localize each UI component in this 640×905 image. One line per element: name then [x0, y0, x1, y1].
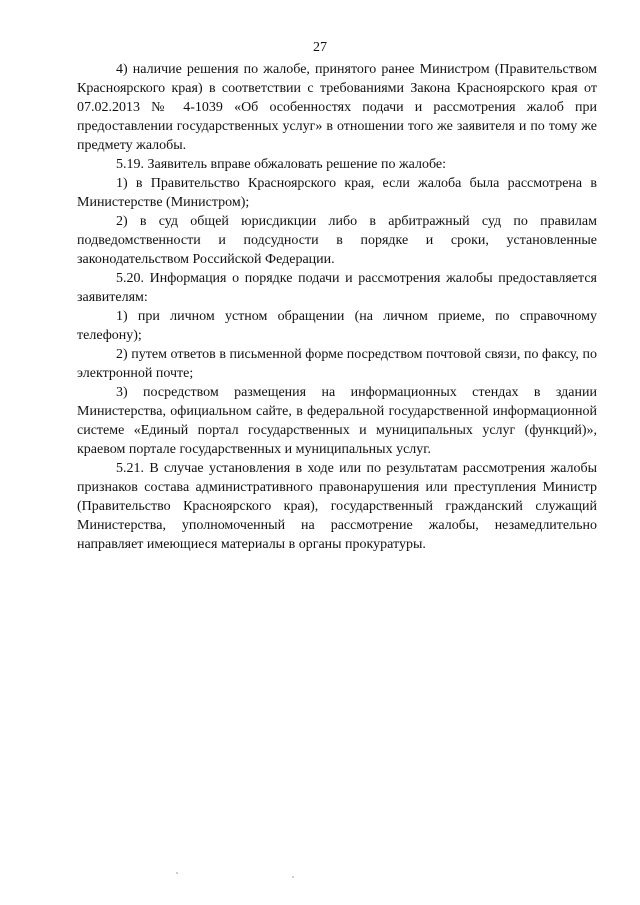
paragraph-5-21: 5.21. В случае установления в ходе или по результатам рассмотрения жалобы признаков состава административного правонарушения или преступления Министр (Правительство Красноярского края), государственный гражданский служащий Министерства, уполномоченный на рассмотрение жалобы, незамедлительно направляет имеющиеся материалы в органы прокуратуры.: [77, 461, 597, 552]
paragraph-5-19-item-2: 2) в суд общей юрисдикции либо в арбитражный суд по правилам подведомственности и подсудности в порядке и сроки, установленные законодательством Российской Федерации.: [77, 214, 597, 267]
scan-speck: [176, 872, 178, 874]
paragraph-5-19-item-1: 1) в Правительство Красноярского края, если жалоба была рассмотрена в Министерстве (Министром);: [77, 176, 597, 210]
paragraph-item-4-refusal: 4) наличие решения по жалобе, принятого ранее Министром (Правительством Красноярского края) в соответствии с требованиями Закона Красноярского края от 07.02.2013 № 4-1039 «Об особенностях подачи и рассмотрения жалоб при предоставлении государственных услуг» в отношении того же заявителя и по тому же предмету жалобы.: [77, 62, 597, 153]
paragraph-5-20-item-1: 1) при личном устном обращении (на личном приеме, по справочному телефону);: [77, 309, 597, 343]
paragraph-5-20: 5.20. Информация о порядке подачи и рассмотрения жалобы предоставляется заявителям:: [77, 271, 597, 305]
paragraph-5-20-item-2: 2) путем ответов в письменной форме посредством почтовой связи, по факсу, по электронной почте;: [77, 347, 597, 381]
paragraph-5-20-item-3: 3) посредством размещения на информационных стендах в здании Министерства, официальном сайте, в федеральной государственной информационной системе «Единый портал государственных и муниципальных услуг (функций)», краевом портале государственных и муниципальных услуг.: [77, 385, 597, 457]
scan-speck: [292, 876, 294, 878]
document-body: [77, 60, 597, 554]
paragraph-5-19: 5.19. Заявитель вправе обжаловать решение по жалобе:: [116, 157, 447, 172]
page-number: 27: [313, 40, 327, 55]
